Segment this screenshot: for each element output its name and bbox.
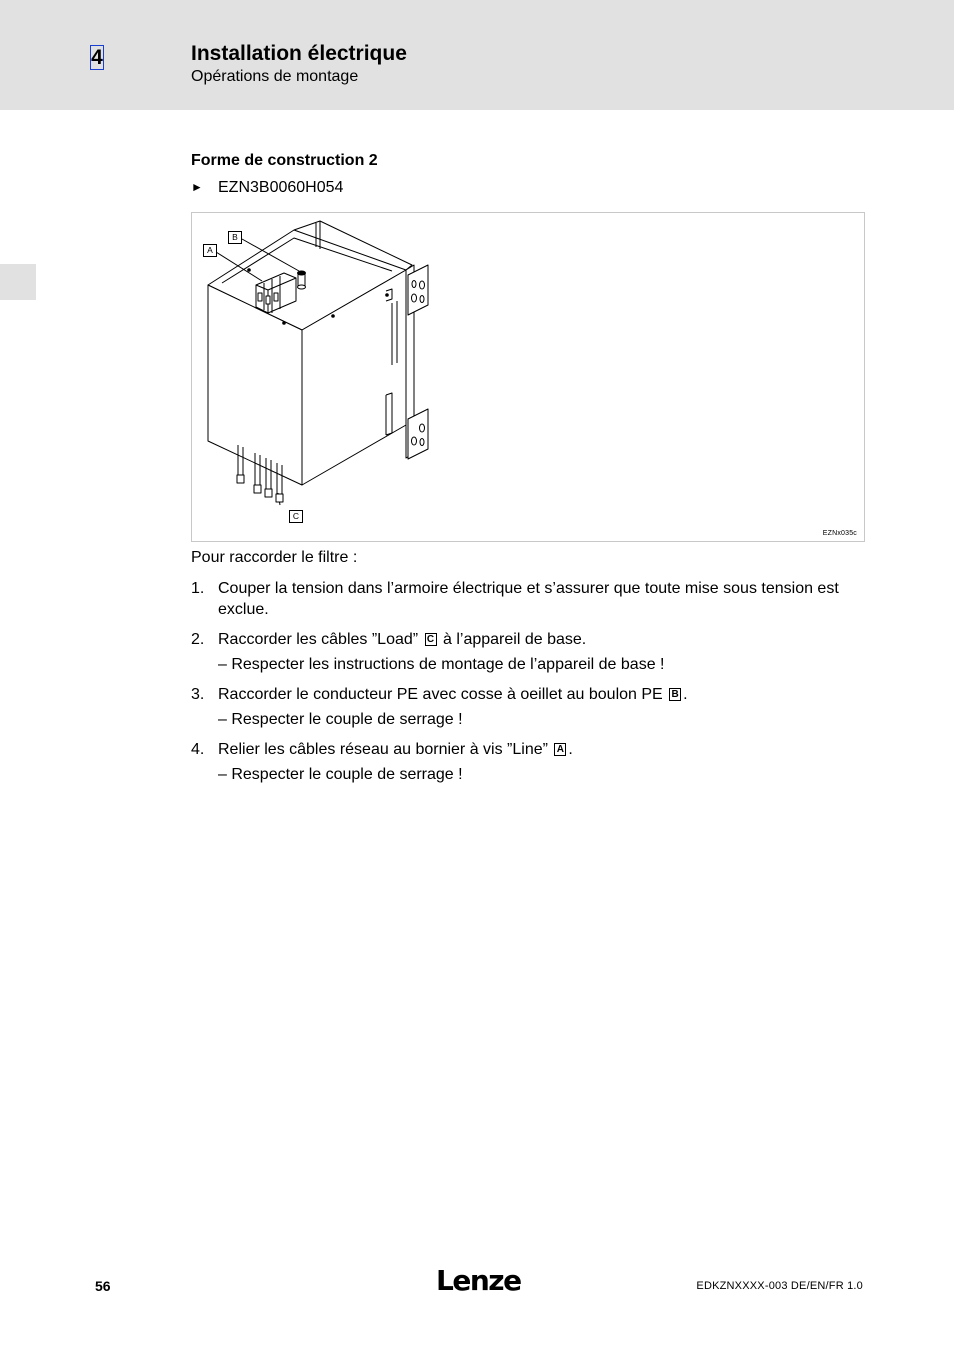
reference-b: B [669, 688, 681, 701]
chapter-side-tab [0, 264, 36, 300]
instruction-steps [191, 578, 866, 794]
step-text-end: . [683, 686, 688, 703]
product-bullet [191, 179, 343, 197]
chapter-subtitle: Opérations de montage [191, 68, 359, 85]
step-number: 4. [191, 741, 205, 758]
step-number: 2. [191, 631, 205, 648]
step-note: – Respecter le couple de serrage ! [218, 766, 463, 783]
figure-code: EZNx035c [822, 530, 857, 537]
document-id: EDKZNXXXX-003 DE/EN/FR 1.0 [696, 1280, 863, 1292]
page-number: 56 [95, 1278, 111, 1294]
callout-c: C [289, 510, 303, 523]
step-4 [191, 739, 866, 785]
page-header [0, 0, 954, 110]
instructions-intro: Pour raccorder le filtre : [191, 549, 358, 566]
filter-drawing [192, 213, 864, 541]
step-text: Relier les câbles réseau au bornier à vis ”Line” [218, 741, 548, 758]
step-1 [191, 578, 866, 620]
pe-bolt [298, 271, 306, 289]
chapter-number[interactable]: 4 [91, 46, 103, 69]
installation-figure [191, 212, 865, 542]
chapter-title: Installation électrique [191, 42, 407, 65]
step-text: Raccorder les câbles ”Load” [218, 631, 419, 648]
step-number: 3. [191, 686, 205, 703]
callout-b: B [228, 231, 242, 244]
step-2 [191, 629, 866, 675]
step-note: – Respecter le couple de serrage ! [218, 711, 463, 728]
step-text: Couper la tension dans l’armoire électrique et s’assurer que toute mise sous tension est exclue. [218, 580, 839, 618]
step-number: 1. [191, 580, 205, 597]
reference-a: A [554, 743, 566, 756]
lenze-logo: Lenze [436, 1264, 521, 1297]
step-3 [191, 684, 866, 730]
section-title: Forme de construction 2 [191, 152, 378, 169]
step-note: – Respecter les instructions de montage de l’appareil de base ! [218, 656, 665, 673]
product-code: EZN3B0060H054 [218, 179, 344, 196]
step-text: Raccorder le conducteur PE avec cosse à oeillet au boulon PE [218, 686, 663, 703]
bullet-arrow-icon: ► [191, 180, 203, 194]
reference-c: C [425, 633, 437, 646]
step-text-end: à l’appareil de base. [438, 631, 587, 648]
callout-a: A [203, 244, 217, 257]
step-text-end: . [568, 741, 573, 758]
